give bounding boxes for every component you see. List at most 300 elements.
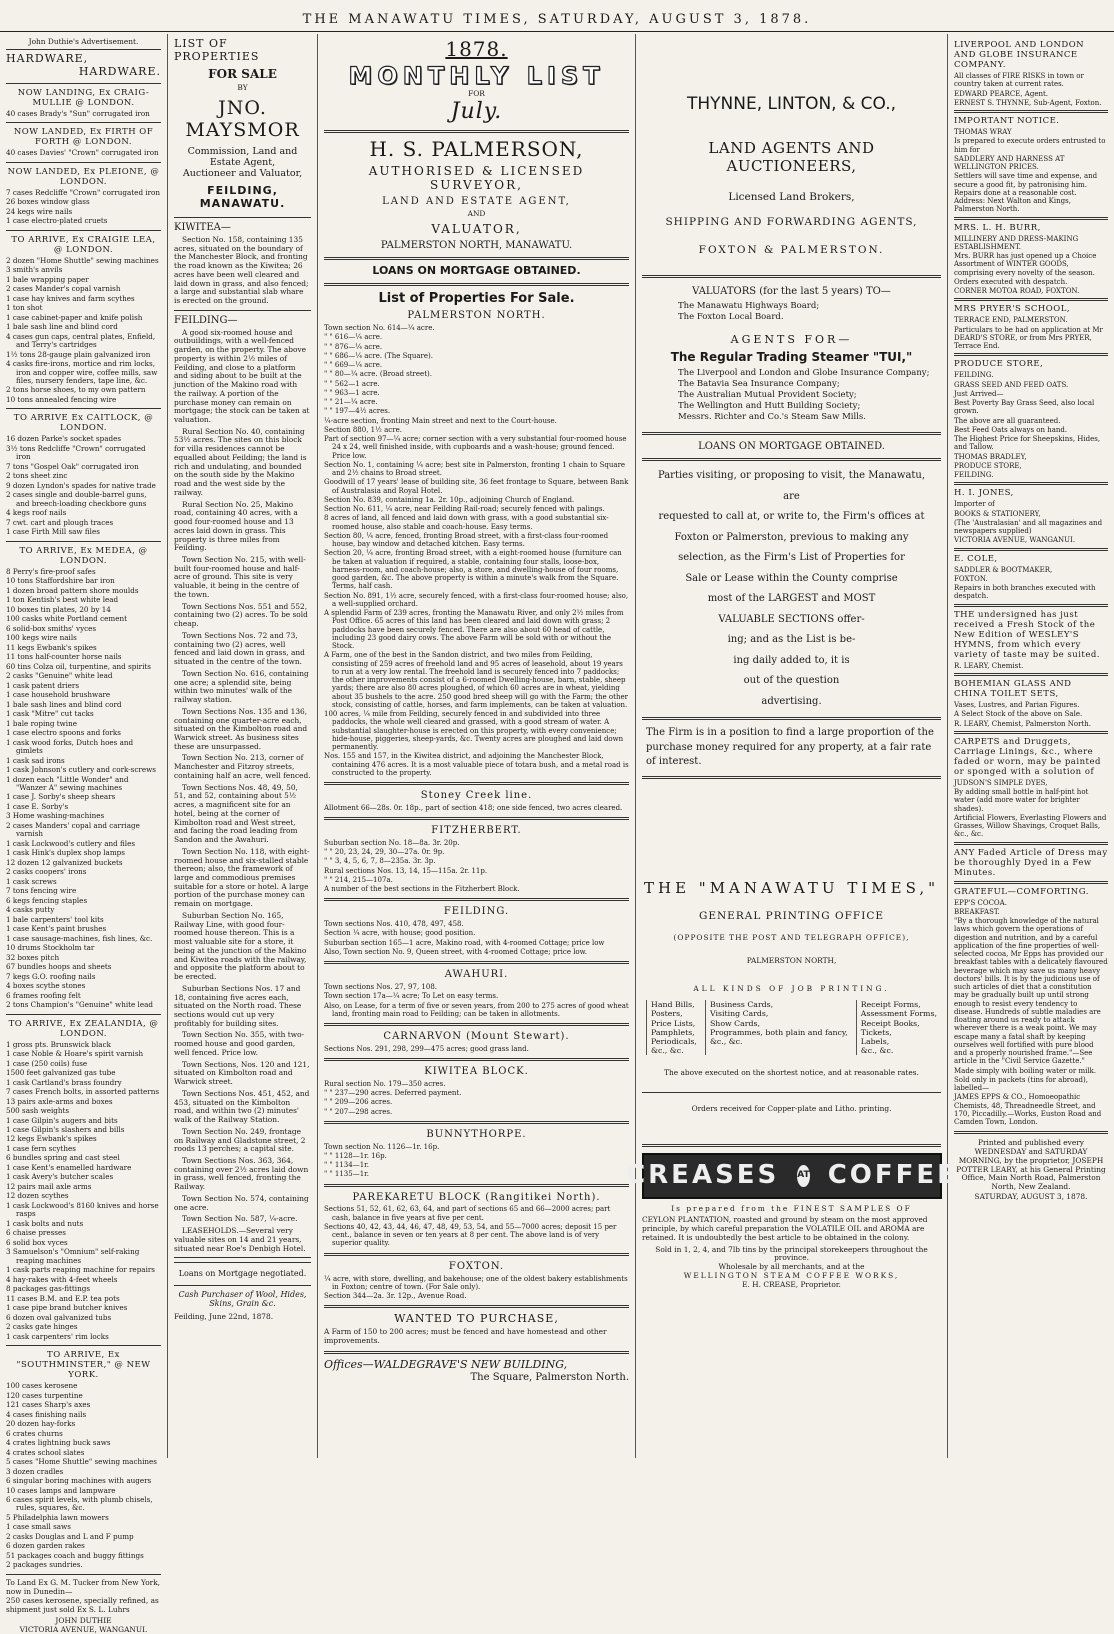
item-list bbox=[6, 1382, 161, 1570]
list-item: 1 case Gilpin's augers and bits bbox=[6, 1115, 118, 1125]
divider bbox=[6, 83, 161, 84]
property-entry: Nos. 155 and 157, in the Kiwitea district, and adjoining the Manchester Block, containing 476 acres. It is a most valuable piece of totara bush, and a metal road is constructed to the property. bbox=[324, 752, 629, 777]
property-entry: Rural sections Nos. 13, 14, 15—115a. 2r. 11p. bbox=[324, 866, 488, 875]
item-list bbox=[6, 149, 161, 157]
list-item: 1 case sausage-machines, fish lines, &c. bbox=[6, 933, 153, 943]
ad-line: CORNER MOTOA ROAD, FOXTON. bbox=[954, 287, 1080, 296]
list-item: 1 cask Lockwood's 8160 knives and horse rasps bbox=[6, 1200, 159, 1219]
property-entry: Town Sections Nos. 363, 364, containing over 2½ acres laid down in grass, well fenced, fronting the Railway. bbox=[174, 1156, 309, 1192]
property-entry: " " 209—206 acres. bbox=[324, 1098, 393, 1107]
ad-line: FEILDING. bbox=[954, 371, 994, 380]
monthly-list-title: MONTHLY LIST bbox=[348, 61, 605, 90]
notice-line: VALUABLE SECTIONS offer- bbox=[718, 613, 865, 625]
property-entry: " " 3, 4, 5, 6, 7, 8—235a. 3r. 3p. bbox=[324, 857, 436, 866]
job-column bbox=[705, 1000, 848, 1055]
property-entry: Town section No. 1126—1r. 16p. bbox=[324, 1142, 440, 1151]
item-list bbox=[6, 110, 161, 118]
wanted-text: A Farm of 150 to 200 acres; must be fenced and have homestead and other improvements. bbox=[324, 1327, 607, 1345]
list-item: 1 cask Cartland's brass foundry bbox=[6, 1077, 122, 1087]
list-item: 500 sash weights bbox=[6, 1106, 70, 1116]
role-valuator: VALUATOR, bbox=[431, 222, 522, 237]
list-item: 6 crates churns bbox=[6, 1428, 63, 1438]
property-entry: A good six-roomed house and outbuildings, with a well-fenced garden, on the property. The above property is within 2½ miles of Feilding, and close to a platform and siding about to be built at the junction of the Makino road with the railway. A portion of the purchase money can remain on mortgage; the stock can be taken at valuation. bbox=[174, 327, 310, 424]
coffee-works: WELLINGTON STEAM COFFEE WORKS, bbox=[683, 1270, 900, 1280]
firm-role: LAND AGENTS AND AUCTIONEERS, bbox=[708, 139, 875, 175]
surveyor-name: H. S. PALMERSON, bbox=[369, 136, 584, 161]
property-entry: Town section 17a—¼ acre; To Let on easy terms. bbox=[324, 992, 499, 1001]
notice-line: Sale or Lease within the County comprise bbox=[685, 572, 898, 584]
list-item: 1 dozen each "Little Wonder" and "Wanzer A" sewing machines bbox=[6, 774, 129, 792]
notice-line: out of the question bbox=[743, 675, 840, 687]
year: 1878. bbox=[445, 37, 508, 61]
section-heading: TO ARRIVE, Ex "SOUTHMINSTER," @ NEW YORK. bbox=[16, 1350, 151, 1381]
property-entry: " " 21—¼ acre. bbox=[324, 398, 378, 407]
divider bbox=[324, 782, 629, 785]
list-item: 4 hay-rakes with 4-feet wheels bbox=[6, 1274, 118, 1284]
list-item: 6 bundles spring and cast steel bbox=[6, 1153, 120, 1163]
list-item: 4 crates lightning buck saws bbox=[6, 1438, 111, 1448]
section-heading: KIWITEA— bbox=[174, 222, 231, 234]
list-item: 2 casks coopers' irons bbox=[6, 867, 87, 877]
divider bbox=[954, 548, 1108, 551]
ad-line: The above are all guaranteed. bbox=[954, 416, 1061, 425]
list-item: 10 boxes tin plates, 20 by 14 bbox=[6, 604, 111, 614]
divider bbox=[954, 482, 1108, 485]
location-note: (OPPOSITE THE POST AND TELEGRAPH OFFICE), bbox=[673, 932, 910, 942]
job-item: &c., &c. bbox=[651, 1046, 684, 1056]
list-item: 2 casks "Genuine" white lead bbox=[6, 671, 113, 681]
ad-line: Sold only in packets (tins for abroad), labelled— bbox=[954, 1075, 1088, 1093]
job-item: Tickets, bbox=[860, 1027, 892, 1037]
list-item: 40 cases Brady's "Sun" corrugated iron bbox=[6, 108, 150, 118]
divider bbox=[324, 1253, 629, 1256]
ad-line: EDWARD PEARCE, Agent. bbox=[954, 89, 1049, 98]
list-item: 7 tons "Gospel Oak" corrugated iron bbox=[6, 461, 139, 471]
ad-line: Mrs. BURR has just opened up a Choice Assortment of WINTER GOODS, comprising every novelty of the season. bbox=[954, 252, 1097, 277]
job-column bbox=[856, 1000, 937, 1055]
divider bbox=[6, 1014, 161, 1015]
ad-line: Vases, Lustres, and Parian Figures. bbox=[954, 701, 1080, 709]
property-entry: " " 80—¼ acre. (Broad street). bbox=[324, 370, 432, 379]
list-item: 2 cases single and double-barrel guns, and breech-loading checkbore guns bbox=[6, 490, 147, 508]
ad-title-1: HARDWARE, bbox=[6, 51, 89, 65]
divider bbox=[954, 298, 1108, 301]
list-item: 100 cases kerosene bbox=[6, 1381, 78, 1391]
list-item: 1 cask parts reaping machine for repairs bbox=[6, 1265, 155, 1275]
list-item: 12 kegs Ewbank's spikes bbox=[6, 1134, 97, 1144]
ad-line: THOMAS BRADLEY, bbox=[954, 452, 1027, 461]
property-entry: Town Sections Nos. 48, 49, 50, 51, and 52, containing about 5½ acres, a magnificent site for an hotel, being at the corner of Kimbolton road and West street, and facing the road leading from Sandon and the Awahuri. bbox=[174, 782, 298, 845]
divider bbox=[174, 310, 311, 311]
property-entry: Rural Section No. 40, containing 53½ acres. The sites on this block for villa residences cannot be equalled about Feilding; the land is rich and undulating, and bounded on the south side by the Makino road and the west side by the railway. bbox=[174, 426, 307, 497]
property-entry: Suburban Section No. 165, Railway Line, with good four-roomed house thereon. This is a most valuable site for a store, it being at the junction of the Makino and Kiwitea roads with the railway, and opposite the platform about to be erected. bbox=[174, 910, 307, 982]
section-heading: CARNARVON (Mount Stewart). bbox=[383, 1031, 570, 1043]
notice-line: requested to call at, or write to, the Firm's offices at bbox=[658, 511, 925, 523]
list-item: 6 frames roofing felt bbox=[6, 990, 81, 1000]
list-item: 2 cases Mander's copal varnish bbox=[6, 284, 121, 294]
and-label: AND bbox=[467, 209, 486, 219]
list-item: 1 case Kent's enamelled hardware bbox=[6, 1162, 132, 1172]
ad-line: BOOKS & STATIONERY, bbox=[954, 509, 1041, 518]
property-entry: Town Section No. 213, corner of Manchester and Fitzroy streets, containing half an acre, well fenced. bbox=[174, 753, 311, 780]
ad-heading: GRATEFUL—COMFORTING. bbox=[954, 886, 1089, 897]
list-item: 60 tins Colza oil, turpentine, and spirits bbox=[6, 661, 151, 671]
section-heading: NOW LANDED, Ex PLEIONE, @ LONDON. bbox=[7, 166, 160, 187]
steamer: The Regular Trading Steamer "TUI," bbox=[670, 350, 913, 365]
job-item: Visiting Cards, bbox=[709, 1009, 769, 1019]
property-entry: Town Section No. 587, ¼-acre. bbox=[182, 1214, 298, 1224]
ad-line: EPP'S COCOA. bbox=[954, 898, 1007, 907]
valuators-heading: VALUATORS (for the last 5 years) TO— bbox=[692, 285, 891, 297]
notice-line: selection, as the Firm's List of Properties for bbox=[678, 552, 905, 564]
list-item: 40 cases Davies' "Crown" corrugated iron bbox=[6, 148, 159, 158]
offices-address: The Square, Palmerston North. bbox=[470, 1371, 629, 1383]
list-item: 7 tons fencing wire bbox=[6, 886, 77, 896]
ad-line: By adding small bottle in half-pint hot water (add more water for brighter shades). bbox=[954, 788, 1089, 813]
job-column bbox=[646, 1000, 697, 1055]
section-heading: TO ARRIVE, Ex ZEALANDIA, @ LONDON. bbox=[8, 1018, 159, 1039]
list-item: 1 case fern scythes bbox=[6, 1143, 76, 1153]
property-entry: Town section No. 614—¼ acre. bbox=[324, 324, 435, 333]
list-item: 1 case cabinet-paper and knife polish bbox=[6, 312, 143, 322]
creases-coffee-logo bbox=[626, 1153, 958, 1199]
property-entry: Section 20, ¼ acre, fronting Broad street, with a eight-roomed house (furniture can be taken at valuation if required, a stable, containing four stalls, loose-box, harness-room, and coach-house; also, a store, and dwelling-house of four rooms, good garden, &c. The above property is within a minute's walk from the Square. Terms, half cash. bbox=[324, 549, 622, 591]
address: VICTORIA AVENUE, WANGANUI. bbox=[19, 1624, 148, 1634]
list-item: 2 dozen "Home Shuttle" sewing machines bbox=[6, 255, 159, 265]
property-entry: Sections 40, 42, 43, 44, 46, 47, 48, 49, 53, 54, and 55—7000 acres; deposit 15 per cent., balance in seven or ten years at 8 per cent. The above land is of very superior quality. bbox=[324, 1222, 617, 1248]
list-item: 1 case household brushware bbox=[6, 690, 111, 700]
ad-line: THOMAS WRAY bbox=[954, 128, 1012, 137]
job-item: Pamphlets, bbox=[651, 1027, 695, 1037]
list-item: 8 packages gas-fittings bbox=[6, 1284, 91, 1294]
column-maysmor-properties bbox=[168, 34, 318, 1458]
property-entry: Town sections Nos. 27, 97, 108. bbox=[324, 983, 437, 992]
property-entry: Town Section No. 574, containing one acre. bbox=[174, 1193, 309, 1212]
list-item: 6 singular boring machines with augers bbox=[6, 1476, 152, 1486]
agents-heading: AGENTS FOR— bbox=[730, 333, 853, 347]
list-item: 2 tons sheet zinc bbox=[6, 471, 68, 481]
ad-line: "By a thorough knowledge of the natural laws which govern the operations of digestion and nutrition, and by a careful application of the fine properties of well-selected cocoa, Mr Epps has provided our breakfast tables with a delicately flavoured beverage which may save us many heavy doctors' bills. It is by the judicious use of such articles of diet that a constitution may be gradually built up until strong enough to resist every tendency to disease. Hundreds of subtle maladies are floating around us ready to attack wherever there is a weak point. We may escape many a fatal shaft by keeping ourselves well fortified with pure blood and a properly nourished frame."—See article in the "Civil Service Gazette." bbox=[954, 917, 1108, 1066]
section-heading: BUNNYTHORPE. bbox=[426, 1128, 527, 1140]
ad-line: Settlers will save time and expense, and secure a good fit, by patronising him. Repairs done at a reasonable cost. Address: Next Walton and Kings, Palmerston North. bbox=[954, 172, 1098, 214]
property-entry: Sections Nos. 291, 298, 299—475 acres; good grass land. bbox=[324, 1044, 529, 1053]
property-entry: Section 880, 1½ acre. bbox=[324, 425, 402, 434]
list-item: 4 cases finishing nails bbox=[6, 1409, 87, 1419]
loans-heading: LOANS ON MORTGAGE OBTAINED. bbox=[372, 263, 581, 277]
divider bbox=[6, 1345, 161, 1346]
sold-note: Sold in 1, 2, 4, and 7lb tins by the principal storekeepers throughout the province. bbox=[655, 1244, 928, 1263]
list-item: 1 cask Avery's butcher scales bbox=[6, 1172, 114, 1182]
list-item: 1 cask "Mitre" cut tacks bbox=[6, 709, 94, 719]
list-item: 32 boxes pitch bbox=[6, 952, 60, 962]
list-item: 2 tons horse shoes, to my own pattern bbox=[6, 385, 146, 395]
property-entry: Section No. 891, 1½ acre, securely fenced, with a first-class four-roomed house; also, a well-supplied orchard. bbox=[324, 591, 629, 608]
divider bbox=[324, 1023, 629, 1026]
job-item: Posters, bbox=[651, 1009, 683, 1019]
job-item: &c., &c. bbox=[860, 1046, 894, 1056]
property-entry: " " 1134—1r. bbox=[324, 1161, 369, 1170]
visitors-notice bbox=[650, 466, 933, 712]
notice-line: advertising. bbox=[761, 695, 822, 707]
divider bbox=[954, 604, 1108, 607]
divider bbox=[6, 541, 161, 542]
ad-heading: BOHEMIAN GLASS AND CHINA TOILET SETS, bbox=[954, 678, 1072, 699]
property-entry: Town Section No. 355, with two-roomed house and good garden, well fenced. Price low. bbox=[174, 1030, 305, 1057]
list-item: 1 case pipe brand butcher knives bbox=[6, 1303, 128, 1313]
firm-name: THYNNE, LINTON, & CO., bbox=[686, 94, 897, 114]
ad-line: PRODUCE STORE, bbox=[954, 461, 1022, 470]
ad-heading: LIVERPOOL AND LONDON AND GLOBE INSURANCE COMPANY. bbox=[954, 40, 1085, 71]
list-item: 1 ton shot bbox=[6, 303, 43, 313]
orders-note: Orders received for Copper-plate and Litho. printing. bbox=[691, 1104, 892, 1113]
list-item: 1 cask bolts and nuts bbox=[6, 1218, 84, 1228]
place: FOXTON & PALMERSTON. bbox=[698, 244, 885, 257]
ad-line: Orders executed with despatch. bbox=[954, 277, 1068, 286]
property-sections bbox=[174, 222, 311, 1258]
divider bbox=[6, 162, 161, 163]
property-entry: Suburban Sections Nos. 17 and 18, containing five acres each, situated on the North road. These sections would cut up very profitably for building sites. bbox=[174, 983, 302, 1028]
property-entry: " " 963—1 acre. bbox=[324, 388, 380, 397]
masthead: THE MANAWATU TIMES, SATURDAY, AUGUST 3, 1878. bbox=[0, 8, 1114, 32]
property-entry: Goodwill of 17 years' lease of building site, 36 feet frontage to Square, between Bank of Australasia and Royal Hotel. bbox=[324, 478, 629, 495]
list-item: 1 bale carpenters' tool kits bbox=[6, 914, 104, 924]
logo-at-badge: AT bbox=[797, 1165, 809, 1187]
by-label: BY bbox=[237, 83, 248, 93]
property-entry: " " 1135—1r. bbox=[324, 1170, 369, 1179]
notice-line: most of the LARGEST and MOST bbox=[707, 593, 876, 605]
section-heading: FEILDING— bbox=[174, 314, 238, 326]
property-entry: ¼-acre section, fronting Main street and next to the Court-house. bbox=[324, 416, 557, 425]
ad-line: Best Feed Oats always on hand. bbox=[954, 425, 1068, 434]
ad-line: Is prepared to execute orders entrusted to him for bbox=[954, 137, 1106, 154]
list-item: 7 cases French bolts, in assorted patterns bbox=[6, 1087, 160, 1097]
list-item: 7 cwt. cart and plough traces bbox=[6, 517, 114, 527]
section-heading: TO ARRIVE, Ex MEDEA, @ LONDON. bbox=[19, 545, 148, 566]
ad-line: Repairs in both branches executed with despatch. bbox=[954, 584, 1096, 601]
list-item: 1 case (250 coils) fuse bbox=[6, 1058, 88, 1068]
divider bbox=[6, 230, 161, 231]
list-item: 1 case small saws bbox=[6, 1522, 71, 1532]
loans-heading: LOANS ON MORTGAGE OBTAINED. bbox=[698, 440, 885, 452]
divider bbox=[324, 817, 629, 820]
property-entry: Section 80, ¼ acre, fenced, fronting Broad street, with a first-class four-roomed house, bay window and detached kitchen. Easy terms. bbox=[324, 531, 609, 549]
list-item: 5 Philadelphia lawn mowers bbox=[6, 1512, 109, 1522]
licensed: Licensed Land Brokers, bbox=[728, 191, 855, 204]
notice-line: ing daily added to, it is bbox=[733, 654, 850, 666]
item-list bbox=[6, 1041, 161, 1342]
agency-item: The Liverpool and London and Globe Insurance Company; bbox=[678, 367, 930, 378]
list-item: 1 cask screws bbox=[6, 876, 57, 886]
property-entry: Section ¼ acre, with house; good position. bbox=[324, 929, 476, 938]
property-entry: " " 876—¼ acre. bbox=[324, 342, 383, 351]
divider bbox=[954, 217, 1108, 220]
list-item: 1 cask Lockwood's cutlery and files bbox=[6, 838, 136, 848]
list-item: 5 cases "Home Shuttle" sewing machines bbox=[6, 1457, 157, 1467]
list-item: 6 chaise presses bbox=[6, 1228, 66, 1238]
property-entry: Town Sections Nos. 135 and 136, containing one quarter-acre each, situated on the Kimbolton road and Warwick street. As business sites these are unsurpassed. bbox=[174, 706, 308, 751]
notice-line: Parties visiting, or proposing to visit, the Manawatu, are bbox=[657, 470, 926, 502]
prepared-note: Is prepared from the FINEST SAMPLES OF bbox=[671, 1203, 912, 1213]
list-item: 13 pairs axle-arms and boxes bbox=[6, 1096, 113, 1106]
valuators-list bbox=[642, 301, 941, 322]
month: July. bbox=[450, 98, 503, 124]
shipping: SHIPPING AND FORWARDING AGENTS, bbox=[665, 215, 918, 228]
list-item: 1 case hay knives and farm scythes bbox=[6, 293, 135, 303]
list-item: 6 kegs fencing staples bbox=[6, 895, 88, 905]
list-item: 100 kegs wire nails bbox=[6, 633, 77, 643]
agent-name: JNO. MAYSMOR bbox=[185, 96, 300, 142]
property-entry: ¼ acre, with store, dwelling, and bakehouse; one of the oldest bakery establishments in Foxton; centre of town. (For Sale only). bbox=[324, 1274, 628, 1291]
ad-heading: MRS PRYER'S SCHOOL, bbox=[954, 304, 1071, 315]
property-entry: " " 20, 23, 24, 29, 30—27a. 0r. 9p. bbox=[324, 848, 445, 857]
job-item: Periodicals, bbox=[651, 1036, 697, 1046]
list-item: 1 case E. Sorby's bbox=[6, 801, 69, 811]
list-item: 1 ton Kentish's best white lead bbox=[6, 595, 119, 605]
ad-heading: E. COLE, bbox=[954, 553, 998, 564]
section-heading: NOW LANDED, Ex FIRTH OF FORTH @ LONDON. bbox=[13, 127, 154, 148]
ad-line: TERRACE END, PALMERSTON. bbox=[954, 316, 1068, 325]
ad-line: R. LEARY, Chemist, Palmerston North. bbox=[954, 719, 1092, 728]
property-entry: A number of the best sections in the Fitzherbert Block. bbox=[324, 885, 520, 894]
list-item: 12 pairs mail axle arms bbox=[6, 1181, 92, 1191]
list-item: 1 bale sash line and blind cord bbox=[6, 322, 118, 332]
finance-note: The Firm is in a position to find a large proportion of the purchase money required for any property, at a fair rate of interest. bbox=[646, 727, 934, 768]
ad-heading: IMPORTANT NOTICE. bbox=[954, 116, 1060, 127]
list-item: 2 casks gate hinges bbox=[6, 1322, 78, 1332]
section-heading: TO ARRIVE Ex CAITLOCK, @ LONDON. bbox=[13, 413, 154, 434]
list-item: 4 kegs roof nails bbox=[6, 508, 67, 518]
column-duthie-advertisement bbox=[0, 34, 168, 1634]
job-types bbox=[642, 1000, 941, 1055]
column-small-ads bbox=[948, 34, 1114, 1458]
job-printing-heading: ALL KINDS OF JOB PRINTING. bbox=[693, 984, 890, 994]
ad-heading: PRODUCE STORE, bbox=[954, 359, 1044, 370]
section-heading: PAREKARETU BLOCK (Rangitikei North). bbox=[352, 1191, 601, 1203]
property-entry: LEASEHOLDS.—Several very valuable sites on 14 and 21 years, situated near Roe's Denbigh Hotel. bbox=[174, 1226, 306, 1253]
property-entry: Town Sections Nos. 451, 452, and 453, situated on the Kimbolton road, and within two (2) minutes' walk of the Railway Station. bbox=[174, 1088, 310, 1125]
shipment-sections bbox=[6, 83, 161, 1570]
list-item: 8 Perry's fire-proof safes bbox=[6, 566, 96, 576]
list-item: 1 case Kent's paint brushes bbox=[6, 924, 107, 934]
list-item: 100 casks white Portland cement bbox=[6, 614, 127, 624]
list-item: 3 dozen cradles bbox=[6, 1466, 64, 1476]
list-item: 1 bale roping twine bbox=[6, 718, 77, 728]
list-item: 4 boxes scythe stones bbox=[6, 981, 86, 991]
ad-heading: CARPETS and Druggets, Carriage Linings, &c., where faded or worn, may be painted or sponged with a solution of bbox=[954, 736, 1101, 777]
property-entry: " " 669—¼ acre. bbox=[324, 361, 383, 370]
small-ads bbox=[954, 40, 1108, 1126]
list-item: 3½ tons Redcliffe "Crown" corrugated iron bbox=[6, 443, 146, 462]
property-entry: Town Sections Nos. 72 and 73, containing two (2) acres, well fenced and laid down in grass, and situated in the centre of the town. bbox=[174, 630, 305, 667]
list-item: 6 dozen garden rakes bbox=[6, 1541, 85, 1551]
logo-left-text: CREASES bbox=[626, 1160, 780, 1191]
property-entry: Town Section No. 616, containing one acre; a splendid site, being within two minutes' walk of the railway station. bbox=[174, 668, 309, 705]
list-item: 9 dozen Lyndon's spades for native trade bbox=[6, 480, 156, 490]
property-entry: Allotment 66—28s. 0r. 18p., part of section 418; one side fenced, two acres cleared. bbox=[324, 803, 623, 812]
property-entry: " " 214, 215—107a. bbox=[324, 875, 393, 884]
property-entry: " " 237—290 acres. Deferred payment. bbox=[324, 1089, 462, 1098]
ad-date: Feilding, June 22nd, 1878. bbox=[174, 1311, 274, 1321]
section-heading: NOW LANDING, Ex CRAIG-MULLIE @ LONDON. bbox=[17, 87, 150, 108]
role-surveyor: AUTHORISED & LICENSED SURVEYOR, bbox=[368, 164, 585, 193]
wholesale-note: Wholesale by all merchants, and at the bbox=[718, 1262, 865, 1272]
item-list bbox=[6, 257, 161, 405]
list-item: 2 cases Manders' copal and carriage varnish bbox=[6, 820, 140, 839]
job-item: Hand Bills, bbox=[651, 1000, 695, 1010]
divider bbox=[6, 408, 161, 409]
divider bbox=[324, 898, 629, 901]
list-item: 26 boxes window glass bbox=[6, 197, 90, 207]
palmerston: PALMERSTON NORTH, bbox=[746, 955, 837, 965]
for-sale: FOR SALE bbox=[208, 66, 277, 81]
list-item: 2 casks Douglas and L and F pump bbox=[6, 1531, 134, 1541]
list-item: 1 bale wrapping paper bbox=[6, 274, 89, 284]
ad-line: The Highest Price for Sheepskins, Hides, and Tallow. bbox=[954, 435, 1101, 452]
ad-line: A Select Stock of the above on Sale. bbox=[954, 710, 1083, 719]
ad-line: GRASS SEED AND FEED OATS. bbox=[954, 380, 1069, 389]
ad-header: John Duthie's Advertisement. bbox=[6, 38, 161, 50]
section-heading: PALMERSTON NORTH. bbox=[407, 310, 546, 322]
ad-line: Particulars to be had on application at Mr DEARD'S STORE, or from Mrs PRYER, Terrace End. bbox=[954, 325, 1103, 351]
place: PALMERSTON NORTH, MANAWATU. bbox=[380, 240, 573, 252]
logo-right-text: COFFEE bbox=[827, 1160, 958, 1191]
property-entry: Town Section No. 249, frontage on Railway and Gladstone street, 2 roods 13 perches; a capital site. bbox=[174, 1126, 306, 1154]
proprietor: E. H. CREASE, Proprietor. bbox=[742, 1279, 841, 1289]
ad-heading: THE undersigned has just received a Fresh Stock of the New Edition of WESLEY'S HYMNS, from which every variety of taste may be suited. bbox=[954, 609, 1101, 660]
property-entry: " " 207—298 acres. bbox=[324, 1107, 393, 1116]
divider bbox=[954, 673, 1108, 676]
divider bbox=[6, 122, 161, 123]
list-item: 1 case J. Sorby's sheep shears bbox=[6, 792, 116, 802]
role-2: Auctioneer and Valuator, bbox=[182, 168, 303, 180]
list-item: 1 cask carpenters' rim locks bbox=[6, 1331, 109, 1341]
divider bbox=[324, 1184, 629, 1187]
section-heading: FITZHERBERT. bbox=[431, 825, 522, 837]
ad-line: FEILDING. bbox=[954, 471, 994, 480]
notice-line: Foxton or Palmerston, previous to making any bbox=[674, 531, 909, 543]
ad-line: R. LEARY, Chemist. bbox=[954, 661, 1024, 670]
property-entry: Sections 51, 52, 61, 62, 63, 64, and part of sections 65 and 66—2000 acres; part cash, balance in five years at five per cent. bbox=[324, 1205, 611, 1222]
job-item: Show Cards, bbox=[709, 1018, 760, 1028]
list-item: 10 drums Stockholm tar bbox=[6, 943, 95, 953]
list-item: 10 tons annealed fencing wire bbox=[6, 394, 117, 404]
list-item: 24 kegs wire nails bbox=[6, 206, 73, 216]
valuator-item: The Foxton Local Board. bbox=[678, 312, 784, 323]
footer-line-1: To Land Ex G. M. Tucker from New York, now in Dunedin— bbox=[6, 1577, 161, 1596]
item-list bbox=[6, 189, 161, 226]
list-item: 12 dozen scythes bbox=[6, 1191, 69, 1201]
list-title: LIST OF PROPERTIES bbox=[174, 37, 260, 63]
role-1: Commission, Land and Estate Agent, bbox=[187, 145, 298, 168]
list-item: 2 tons Champion's "Genuine" white lead bbox=[6, 1000, 153, 1010]
list-item: 6 cases spirit levels, with plumb chisels, rules, squares, &c. bbox=[6, 1495, 153, 1513]
agency-list bbox=[642, 368, 941, 422]
list-item: 4 casks putty bbox=[6, 905, 55, 915]
job-item: Business Cards, bbox=[709, 1000, 774, 1010]
property-entry: A Farm, one of the best in the Sandon district, and two miles from Feilding, consisting of 259 acres of freehold land and 95 acres of leasehold, about 19 years to run at a very low rental. The freehold land is securely fenced into 7 paddocks; the other improvements consist of a 6-roomed Dwelling-house, barn, stable, sheep yards; there are also 80 acres ploughed, of which 60 acres are in wheat, yielding about 35 bushels to the acre. 250 good bred sheep will go with the Farm; the other stock, consisting of cattle, horses, and farm implements, can be taken at valuation. bbox=[324, 651, 628, 709]
property-entry: Also, on Lease, for a term of five or seven years, from 200 to 275 acres of good wheat land, fronting main road to Feilding; can be taken in allotments. bbox=[324, 1001, 629, 1018]
list-item: 11 cases B.M. and E.P. tea pots bbox=[6, 1293, 120, 1303]
divider bbox=[954, 842, 1108, 845]
list-item: 2 packages sundries. bbox=[6, 1560, 83, 1570]
purchaser-note: Cash Purchaser of Wool, Hides, Skins, Grain &c. bbox=[178, 1289, 307, 1309]
ad-line: JAMES EPPS & CO., Homoeopathic Chemists, 48, Threadneedle Street, and 170, Piccadilly.—Works, Euston Road and Camden Town, London. bbox=[954, 1093, 1102, 1127]
for-label: FOR bbox=[468, 88, 485, 98]
ad-heading: ANY Faded Article of Dress may be thoroughly Dyed in a Few Minutes. bbox=[954, 847, 1108, 878]
role-land-agent: LAND AND ESTATE AGENT, bbox=[382, 195, 571, 207]
list-item: 1 cask wood forks, Dutch hoes and gimlets bbox=[6, 737, 134, 756]
list-item: 7 cases Redcliffe "Crown" corrugated iron bbox=[6, 187, 161, 197]
